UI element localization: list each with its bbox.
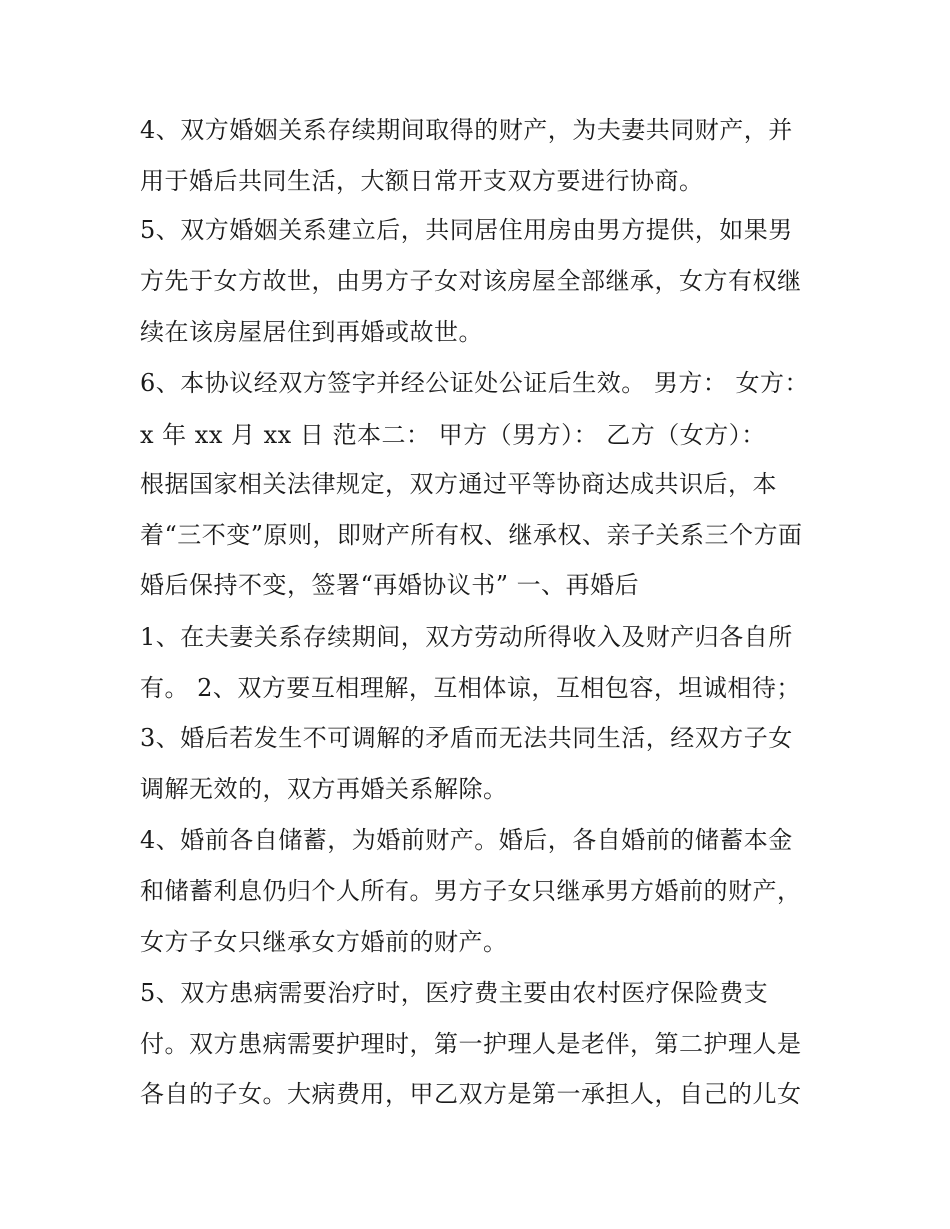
text-line-19: 付。双方患病需要护理时，第一护理人是老伴，第二护理人是	[140, 1030, 802, 1058]
text-line-6: 6、本协议经双方签字并经公证处公证后生效。 男方： 女方：	[140, 369, 810, 397]
text-line-18: 5、双方患病需要治疗时，医疗费主要由农村医疗保险费支	[140, 979, 769, 1007]
text-line-17: 女方子女只继承女方婚前的财产。	[140, 928, 508, 956]
text-line-1: 4、双方婚姻关系存续期间取得的财产，为夫妻共同财产，并	[140, 116, 793, 144]
text-line-8: 根据国家相关法律规定，双方通过平等协商达成共识后，本	[140, 470, 777, 498]
text-line-10: 婚后保持不变，签署“再婚协议书” 一、再婚后	[140, 571, 640, 599]
text-line-13: 3、婚后若发生不可调解的矛盾而无法共同生活，经双方子女	[140, 724, 793, 752]
text-line-5: 续在该房屋居住到再婚或故世。	[140, 318, 483, 346]
text-line-9: 着“三不变”原则，即财产所有权、继承权、亲子关系三个方面	[140, 521, 803, 549]
text-line-7: x 年 xx 月 xx 日 范本二： 甲方（男方）： 乙方（女方）：	[140, 421, 766, 449]
text-line-15: 4、婚前各自储蓄，为婚前财产。婚后，各自婚前的储蓄本金	[140, 826, 793, 854]
text-line-2: 用于婚后共同生活，大额日常开支双方要进行协商。	[140, 167, 704, 195]
text-line-16: 和储蓄利息仍归个人所有。男方子女只继承男方婚前的财产，	[140, 877, 802, 905]
text-line-14: 调解无效的，双方再婚关系解除。	[140, 775, 508, 803]
text-line-11: 1、在夫妻关系存续期间，双方劳动所得收入及财产归各自所	[140, 623, 793, 651]
text-line-3: 5、双方婚姻关系建立后，共同居住用房由男方提供，如果男	[140, 216, 793, 244]
text-line-4: 方先于女方故世，由男方子女对该房屋全部继承，女方有权继	[140, 267, 802, 295]
text-line-20: 各自的子女。大病费用，甲乙双方是第一承担人，自己的儿女	[140, 1080, 802, 1108]
text-line-12: 有。 2、双方要互相理解，互相体谅，互相包容，坦诚相待；	[140, 674, 801, 702]
